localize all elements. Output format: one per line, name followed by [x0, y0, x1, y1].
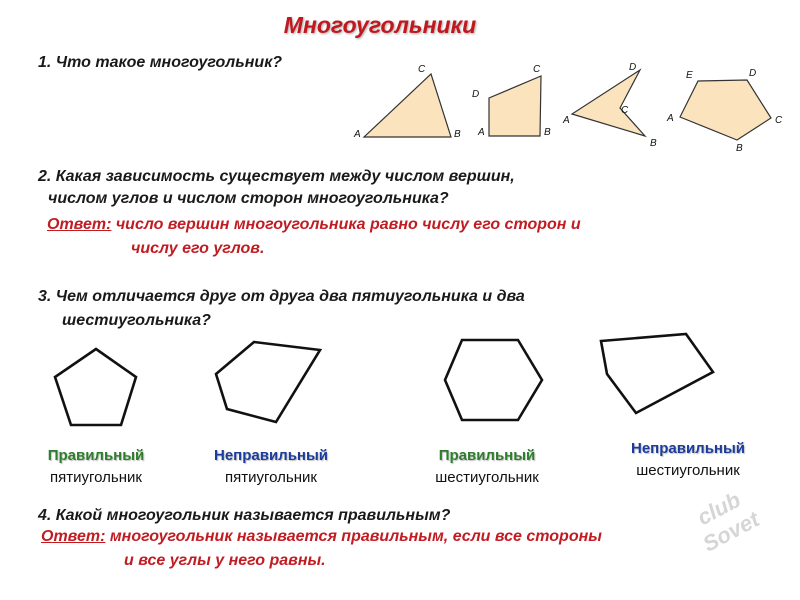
- question-1: 1. Что такое многоугольник?: [38, 54, 283, 71]
- caption-noun: пятиугольник: [225, 469, 317, 486]
- triangle-vertex-c: C: [418, 64, 426, 75]
- answer-4-label: Ответ:: [41, 528, 106, 545]
- pentagon-vertex-e: E: [686, 70, 693, 81]
- question-3-line-1: 3. Чем отличается друг от друга два пятиугольника и два: [38, 288, 525, 305]
- caption-noun: шестиугольник: [636, 462, 740, 479]
- concave-vertex-a: A: [563, 115, 570, 126]
- quad-vertex-a: A: [478, 127, 485, 138]
- concave-vertex-d: D: [629, 62, 637, 73]
- question-2-line-1: 2. Какая зависимость существует между числом вершин,: [38, 168, 515, 185]
- answer-4-text: многоугольник называется правильным, если все стороны: [105, 528, 602, 545]
- answer-2-line-1: [47, 213, 581, 237]
- question-3-line-2: шестиугольника?: [62, 312, 211, 329]
- triangle-vertex-a: A: [354, 129, 361, 140]
- watermark: club Sovet: [692, 486, 764, 557]
- caption-noun: шестиугольник: [435, 469, 539, 486]
- regular-pentagon-shape: [55, 349, 136, 425]
- caption-kind: Неправильный: [213, 447, 329, 464]
- irregular-hexagon-shape: [601, 334, 713, 413]
- quad-vertex-d: D: [472, 89, 480, 100]
- caption-noun: пятиугольник: [50, 469, 142, 486]
- concave-vertex-b: B: [650, 138, 657, 149]
- triangle-figure: [353, 64, 461, 140]
- quadrilateral-figure: [472, 64, 551, 138]
- caption-irregular-hexagon: [611, 438, 765, 482]
- pentagon-vertex-c: C: [775, 115, 783, 126]
- regular-hexagon-shape: [445, 340, 542, 420]
- irregular-pentagon-shape: [216, 342, 320, 422]
- caption-kind: Неправильный: [630, 440, 746, 457]
- quad-vertex-c: C: [533, 64, 541, 75]
- question-2-line-2: числом углов и числом сторон многоугольника?: [48, 190, 449, 207]
- triangle-vertex-b: B: [454, 129, 461, 140]
- pentagon-vertex-b: B: [736, 143, 743, 154]
- question-4: 4. Какой многоугольник называется правильным?: [38, 507, 451, 524]
- answer-4-line-2: и все углы у него равны.: [124, 552, 326, 569]
- answer-2-text: число вершин многоугольника равно числу его сторон и: [111, 216, 581, 233]
- caption-regular-pentagon: [28, 445, 164, 489]
- caption-regular-hexagon: [412, 445, 562, 489]
- caption-kind: Правильный: [47, 447, 145, 464]
- answer-4-line-1: [41, 525, 602, 549]
- caption-irregular-pentagon: [196, 445, 346, 489]
- answer-2-line-2: числу его углов.: [131, 240, 265, 257]
- pentagon-vertex-d: D: [749, 68, 757, 79]
- concave-figure: [562, 62, 657, 149]
- pentagon-figure: [666, 68, 783, 154]
- caption-kind: Правильный: [438, 447, 536, 464]
- quad-vertex-b: B: [544, 127, 551, 138]
- concave-vertex-c: C: [621, 105, 629, 116]
- page-title: Многоугольники: [283, 12, 477, 38]
- pentagon-vertex-a: A: [667, 113, 674, 124]
- answer-2-label: Ответ:: [47, 216, 112, 233]
